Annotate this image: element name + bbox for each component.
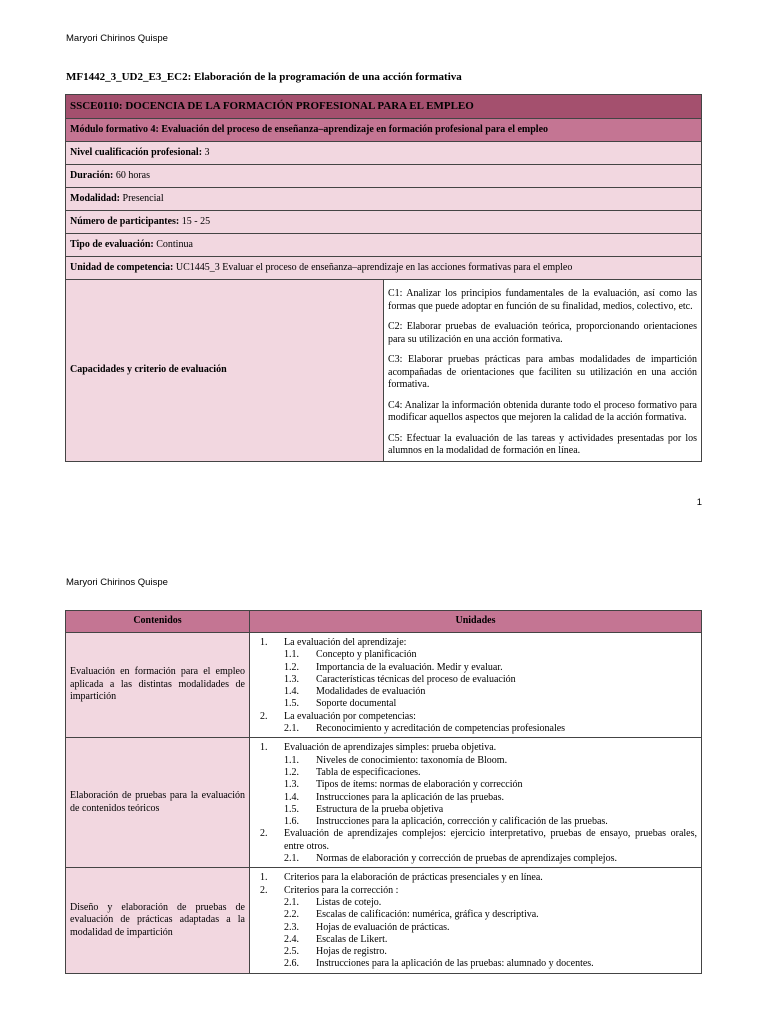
unidades-header: Unidades [250, 611, 702, 633]
modalidad-value: Presencial [120, 192, 164, 204]
list-item-number: 1.1. [284, 649, 299, 661]
document-title: MF1442_3_UD2_E3_EC2: Elaboración de la programación de una acción formativa [66, 71, 462, 83]
list-item [260, 909, 697, 921]
page-number: 1 [696, 497, 702, 508]
nivel-row [66, 142, 702, 165]
participantes-row [66, 211, 702, 234]
list-item-number: 1.5. [284, 698, 299, 710]
unidades-cell [250, 868, 702, 973]
list-item-text: Importancia de la evaluación. Medir y evaluar. [316, 661, 503, 673]
capacidad-item: C1: Analizar los principios fundamentales de la evaluación, así como las formas que puede adoptar en función de su finalidad, medios, colectivo, etc. [388, 288, 697, 312]
tipo-value: Continua [153, 238, 193, 250]
list-item-text: Tipos de ítems: normas de elaboración y corrección [316, 779, 523, 791]
list-item [260, 755, 697, 767]
duracion-row [66, 165, 702, 188]
list-item [260, 792, 697, 804]
list-item [260, 804, 697, 816]
list-item [260, 897, 697, 909]
nivel-value: 3 [202, 146, 210, 158]
list-item [260, 711, 697, 723]
page-author: Maryori Chirinos Quispe [66, 33, 168, 44]
list-item-number: 1.2. [284, 766, 299, 778]
list-item-text: Criterios para la corrección : [284, 884, 399, 896]
list-item-text: Criterios para la elaboración de prácticas presenciales y en línea. [284, 872, 543, 884]
list-item [260, 853, 697, 865]
capacidad-item: C3: Elaborar pruebas prácticas para ambas modalidades de impartición acompañadas de orientaciones que faciliten su utilización en una acción formativa. [388, 354, 697, 390]
list-item-number: 1.3. [284, 779, 299, 791]
list-item-text: Evaluación de aprendizajes complejos: ejercicio interpretativo, pruebas de ensayo, pruebas orales, entre otros. [284, 828, 697, 852]
list-item-number: 1.2. [284, 661, 299, 673]
page-author-2: Maryori Chirinos Quispe [66, 577, 168, 588]
course-info-table [65, 94, 702, 462]
list-item-number: 1. [260, 637, 268, 648]
capacidades-list [384, 280, 702, 462]
tipo-label: Tipo de evaluación: [70, 238, 154, 250]
list-item-text: Concepto y planificación [316, 649, 417, 661]
list-item [260, 723, 697, 735]
duracion-label: Duración: [70, 169, 114, 181]
list-item [260, 637, 697, 649]
contenido-cell: Elaboración de pruebas para la evaluación de contenidos teóricos [66, 738, 250, 868]
list-item [260, 816, 697, 828]
list-item-text: Instrucciones para la aplicación de las pruebas. [316, 791, 504, 803]
list-item-number: 2.1. [284, 896, 299, 908]
list-item-text: Evaluación de aprendizajes simples: prueba objetiva. [284, 742, 497, 754]
list-item-number: 2.2. [284, 909, 299, 921]
contenido-cell: Evaluación en formación para el empleo aplicada a las distintas modalidades de impartición [66, 633, 250, 738]
list-item-text: Soporte documental [316, 698, 397, 710]
list-item-text: Normas de elaboración y corrección de pruebas de aprendizajes complejos. [316, 853, 617, 865]
list-item-text: La evaluación por competencias: [284, 710, 416, 722]
list-item-text: Hojas de registro. [316, 946, 387, 958]
capacidad-item: C2: Elaborar pruebas de evaluación teórica, proporcionando orientaciones para su utilización en una acción formativa. [388, 321, 697, 345]
list-item-number: 1. [260, 872, 268, 884]
list-item-number: 1.5. [284, 803, 299, 815]
list-item-text: Modalidades de evaluación [316, 686, 426, 698]
list-item [260, 698, 697, 710]
list-item-text: Tabla de especificaciones. [316, 766, 421, 778]
list-item-text: Hojas de evaluación de prácticas. [316, 921, 450, 933]
list-item-text: Instrucciones para la aplicación, corrección y calificación de las pruebas. [316, 816, 608, 828]
list-item [260, 946, 697, 958]
list-item-number: 2.3. [284, 921, 299, 933]
unidad-competencia-row [66, 257, 702, 280]
list-item-number: 1.4. [284, 791, 299, 803]
list-item-number: 2. [260, 884, 268, 896]
contents-row [66, 738, 702, 868]
list-item [260, 922, 697, 934]
contents-row [66, 868, 702, 973]
unidades-cell [250, 633, 702, 738]
list-item-number: 2. [260, 828, 268, 840]
list-item-number: 1.4. [284, 686, 299, 698]
list-item [260, 767, 697, 779]
contenido-cell: Diseño y elaboración de pruebas de evaluación de prácticas adaptadas a la modalidad de impartición [66, 868, 250, 973]
list-item [260, 885, 697, 897]
list-item [260, 649, 697, 661]
list-item-text: Instrucciones para la aplicación de las pruebas: alumnado y docentes. [316, 958, 594, 970]
list-item [260, 828, 697, 853]
list-item-text: Escalas de calificación: numérica, gráfica y descriptiva. [316, 909, 539, 921]
list-item-number: 1. [260, 742, 268, 754]
contents-row [66, 633, 702, 738]
capacidad-item: C5: Efectuar la evaluación de las tareas y actividades presentadas por los alumnos en la modalidad de formación en línea. [388, 432, 697, 456]
list-item-text: Reconocimiento y acreditación de competencias profesionales [316, 723, 566, 735]
list-item-text: Niveles de conocimiento: taxonomía de Bloom. [316, 754, 508, 766]
module-row: Módulo formativo 4: Evaluación del proceso de enseñanza–aprendizaje en formación profesional para el empleo [66, 119, 702, 142]
list-item [260, 779, 697, 791]
contenidos-header: Contenidos [66, 611, 250, 633]
tipo-evaluacion-row [66, 234, 702, 257]
participantes-label: Número de participantes: [70, 215, 180, 227]
list-item [260, 742, 697, 754]
modalidad-row [66, 188, 702, 211]
capacidad-item: C4: Analizar la información obtenida durante todo el proceso formativo para modificar aquellos aspectos que mejoren la calidad de la acción formativa. [388, 399, 697, 423]
list-item-number: 1.3. [284, 673, 299, 685]
contents-table [65, 610, 702, 974]
list-item-text: Listas de cotejo. [316, 896, 382, 908]
list-item-number: 2.6. [284, 958, 299, 970]
nivel-label: Nivel cualificación profesional: [70, 146, 203, 158]
list-item [260, 686, 697, 698]
list-item-text: Escalas de Likert. [316, 933, 388, 945]
list-item-number: 2.5. [284, 946, 299, 958]
list-item-number: 1.1. [284, 754, 299, 766]
course-header: SSCE0110: DOCENCIA DE LA FORMACIÓN PROFESIONAL PARA EL EMPLEO [66, 95, 702, 119]
modalidad-label: Modalidad: [70, 192, 121, 204]
list-item-text: Estructura de la prueba objetiva [316, 803, 444, 815]
list-item-number: 2.4. [284, 933, 299, 945]
participantes-value: 15 - 25 [179, 215, 211, 227]
list-item [260, 872, 697, 884]
list-item-text: Características técnicas del proceso de evaluación [316, 673, 516, 685]
list-item-number: 1.6. [284, 816, 299, 828]
list-item-number: 2.1. [284, 723, 299, 735]
list-item [260, 958, 697, 970]
list-item [260, 934, 697, 946]
list-item [260, 674, 697, 686]
duracion-value: 60 horas [113, 169, 151, 181]
unidades-cell [250, 738, 702, 868]
list-item-text: La evaluación del aprendizaje: [284, 637, 407, 648]
capacidades-label: Capacidades y criterio de evaluación [66, 280, 384, 462]
list-item [260, 662, 697, 674]
list-item-number: 2. [260, 710, 268, 722]
list-item-number: 2.1. [284, 853, 299, 865]
unidad-label: Unidad de competencia: [70, 261, 174, 273]
unidad-value: UC1445_3 Evaluar el proceso de enseñanza–aprendizaje en las acciones formativas para el empleo [173, 261, 573, 273]
